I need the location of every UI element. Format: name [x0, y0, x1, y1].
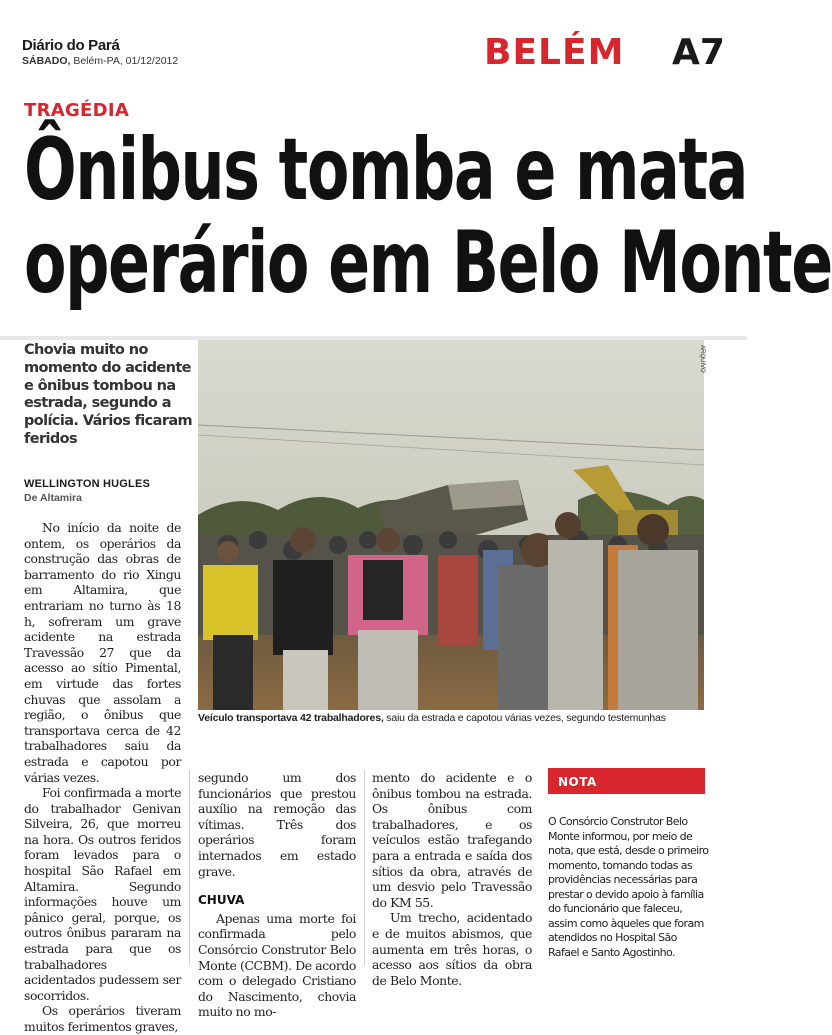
column-rule [364, 770, 365, 965]
body-paragraph: Um trecho, acidentado e de muitos abismos, que aumenta em três horas, o acesso aos sítios da obra de Belo Monte. [372, 910, 532, 988]
headline-line-2: operário em Belo Monte [24, 213, 832, 313]
nota-text: O Consórcio Construtor Belo Monte informou, por meio de nota, que está, desde o primeiro momento, tomando todas as providências necessárias para prestar o devido apoio à família do funcionário que faleceu, assim como àqueles que foram atendidos no Hospital São Rafael e Santo Agostinho. [548, 815, 709, 959]
dateline [22, 55, 178, 67]
newspaper-name: Diário do Pará [22, 37, 120, 54]
body-column-3 [372, 770, 532, 988]
body-paragraph: No início da noite de ontem, os operários da construção das obras de barramento do rio Xingu em Altamira, que entrariam no turno às 18 h, sofreram um grave acidente na estrada Travessão 27 que da acesso ao sítio Pimental, em virtude das fortes chuvas que assolam a região, o ônibus que transportava cerca de 42 trabalhadores saiu da estrada e capotou por várias vezes. [24, 520, 181, 785]
headline-line-1: Ônibus tomba e mata [24, 120, 747, 220]
dateline-day: SÁBADO, [22, 55, 71, 67]
byline-location: De Altamira [24, 492, 82, 504]
standfirst: Chovia muito no momento do acidente e ônibus tombou na estrada, segundo a polícia. Vários ficaram feridos [24, 342, 193, 447]
body-paragraph: mento do acidente e o ônibus tombou na estrada. Os ônibus com trabalhadores, e os veículos estão trafegando para a entrada e saída dos sítios da obra, através de um desvio pelo Travessão do KM 55. [372, 770, 532, 910]
body-column-1 [24, 520, 181, 1035]
accident-photo [198, 340, 704, 710]
article-kicker: TRAGÉDIA [24, 100, 130, 121]
photo-caption [198, 712, 718, 724]
dateline-place-date: Belém-PA, 01/12/2012 [70, 55, 179, 67]
body-paragraph: segundo um dos funcionários que prestou auxílio na remoção das vítimas. Três dos operários foram internados em estado grave. [198, 770, 356, 879]
nota-title: NOTA [558, 775, 597, 789]
subhead-chuva: CHUVA [198, 893, 245, 908]
section-name: BELÉM [484, 32, 625, 73]
photo-credit: ARQUIVO [699, 345, 705, 373]
body-paragraph: Apenas uma morte foi confirmada pelo Consórcio Construtor Belo Monte (CCBM). De acordo com o delegado Cristiano do Nascimento, chovia muito no mo- [198, 910, 356, 1020]
byline-author: WELLINGTON HUGLES [24, 478, 151, 490]
body-column-2 [198, 770, 356, 1020]
body-paragraph: Os operários tiveram muitos ferimentos graves, [24, 1003, 181, 1034]
body-paragraph: Foi confirmada a morte do trabalhador Genivan Silveira, 26, que morreu na hora. Os outros feridos foram levados para o hospital São Rafael em Altamira. Segundo informações houve um pânico geral, porque, os outros ônibus pararam na estrada para que os trabalhadores acidentados pudessem ser socorridos. [24, 785, 181, 1003]
column-rule [189, 770, 190, 965]
caption-bold: Veículo transportava 42 trabalhadores, [198, 712, 384, 724]
caption-rest: saiu da estrada e capotou várias vezes, segundo testemunhas [383, 712, 666, 724]
page-number: A7 [672, 32, 725, 73]
